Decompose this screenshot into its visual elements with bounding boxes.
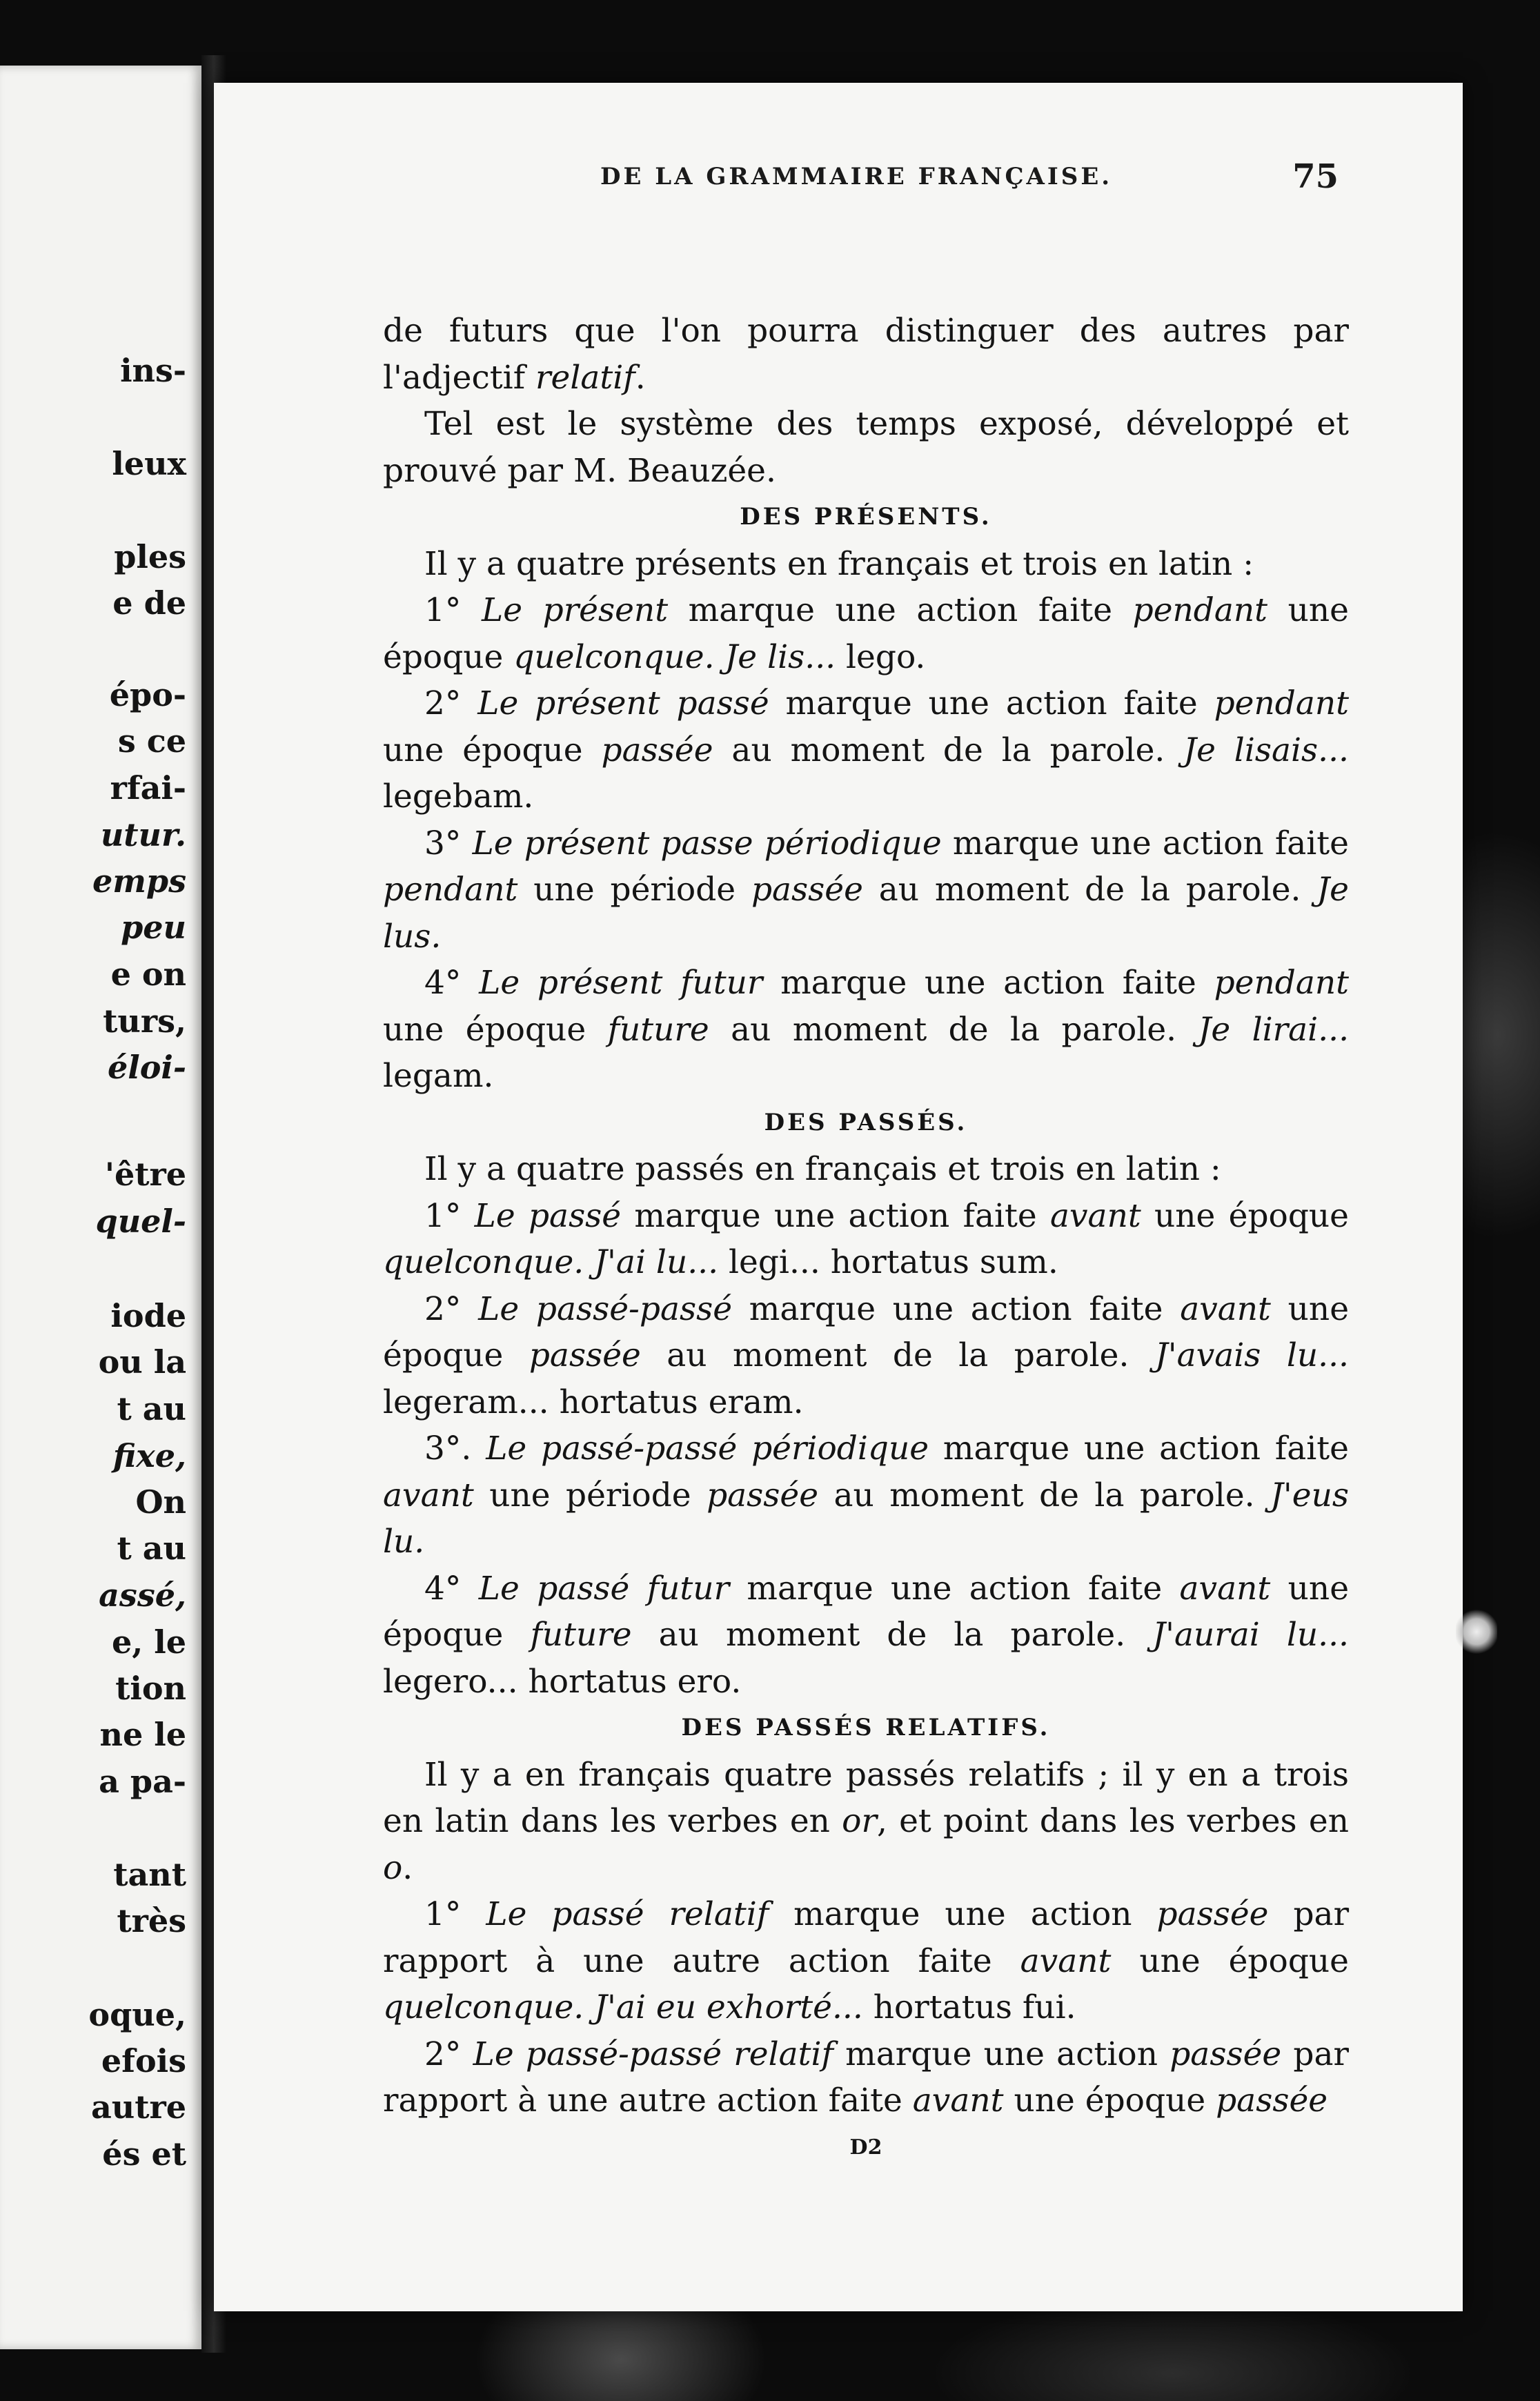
- left-fragment: a pa-: [99, 1763, 186, 1800]
- left-fragment: utur.: [100, 816, 186, 853]
- paper-speck: [1456, 1608, 1497, 1656]
- left-fragment: fixe,: [112, 1437, 186, 1474]
- left-fragment: e, le: [111, 1623, 186, 1661]
- left-fragment: 'être: [104, 1156, 186, 1193]
- left-page-margin: [0, 66, 201, 2349]
- paragraph: de futurs que l'on pourra distinguer des autres par l'adjectif relatif.: [383, 312, 1349, 397]
- left-fragment: autre: [91, 2088, 186, 2126]
- paragraph: 2° Le passé-passé relatif marque une action passée par rapport à une autre action faite avant une époque passée: [383, 2035, 1349, 2120]
- left-fragment: e on: [110, 956, 186, 993]
- left-fragment: ples: [114, 538, 186, 575]
- left-fragment: éloi-: [108, 1049, 186, 1086]
- left-fragment: rfai-: [110, 769, 186, 807]
- left-fragment: t au: [117, 1390, 186, 1427]
- left-fragment: tion: [115, 1670, 186, 1707]
- left-fragment: turs,: [103, 1002, 186, 1040]
- left-fragment: leux: [112, 445, 186, 482]
- paragraph: Il y a quatre présents en français et trois en latin :: [424, 544, 1254, 583]
- paragraph: Il y a en français quatre passés relatifs ; il y en a trois en latin dans les verbes en or, et point dans les verbes en o.: [383, 1755, 1349, 1887]
- paragraph: 4° Le passé futur marque une action faite avant une époque future au moment de la parole. J'aurai lu... legero... hortatus ero.: [383, 1569, 1350, 1701]
- paragraph: 1° Le passé marque une action faite avant une époque quelconque. J'ai lu... legi... hortatus sum.: [383, 1196, 1349, 1281]
- paragraph: 2° Le présent passé marque une action faite pendant une époque passée au moment de la parole. Je lisais... legebam.: [383, 684, 1350, 816]
- left-fragment: és et: [102, 2135, 186, 2173]
- paragraph: 3° Le présent passe périodique marque une action faite pendant une période passée au moment de la parole. Je lus.: [383, 824, 1349, 956]
- paragraph: 3°. Le passé-passé périodique marque une action faite avant une période passée au moment de la parole. J'eus lu.: [383, 1430, 1349, 1561]
- left-fragment: peu: [121, 909, 186, 946]
- left-fragment: tant: [113, 1856, 186, 1893]
- page-header: [386, 157, 1339, 206]
- left-fragment: ne le: [99, 1716, 186, 1753]
- left-fragment: efois: [101, 2042, 186, 2079]
- paragraph: 2° Le passé-passé marque une action faite avant une époque passée au moment de la parole. J'avais lu... legeram... hortatus eram.: [383, 1290, 1350, 1421]
- left-fragment: iode: [110, 1297, 186, 1334]
- left-fragment: oque,: [88, 1996, 186, 2033]
- left-fragment: assé,: [99, 1577, 186, 1614]
- page-body: [383, 308, 1349, 2171]
- page-number: 75: [1292, 157, 1339, 196]
- section-heading: DES PASSÉS RELATIFS.: [681, 1714, 1051, 1741]
- paragraph: 1° Le présent marque une action faite pendant une époque quelconque. Je lis... lego.: [383, 591, 1349, 676]
- left-fragment: ou la: [98, 1343, 186, 1381]
- running-title: DE LA GRAMMAIRE FRANÇAISE.: [600, 163, 1113, 190]
- left-fragment: s ce: [117, 722, 186, 760]
- left-fragment: ins-: [120, 352, 186, 389]
- left-fragment: t au: [117, 1530, 186, 1567]
- section-heading: DES PASSÉS.: [764, 1108, 968, 1136]
- left-fragment: très: [117, 1902, 186, 1939]
- left-fragment: e de: [112, 584, 186, 622]
- left-fragment: On: [135, 1483, 186, 1521]
- left-fragment: emps: [92, 862, 186, 900]
- left-fragment: épo-: [109, 676, 186, 713]
- paragraph: 4° Le présent futur marque une action faite pendant une époque future au moment de la parole. Je lirai... legam.: [383, 964, 1350, 1095]
- paragraph: Il y a quatre passés en français et trois en latin :: [424, 1150, 1221, 1188]
- section-heading: DES PRÉSENTS.: [740, 503, 992, 531]
- paragraph: 1° Le passé relatif marque une action passée par rapport à une autre action faite avant une époque quelconque. J'ai eu exhorté... hortatus fui.: [383, 1895, 1350, 2026]
- paragraph: Tel est le système des temps exposé, développé et prouvé par M. Beauzée.: [383, 405, 1349, 490]
- signature-mark: D2: [849, 2135, 882, 2160]
- left-fragment: quel-: [95, 1203, 186, 1240]
